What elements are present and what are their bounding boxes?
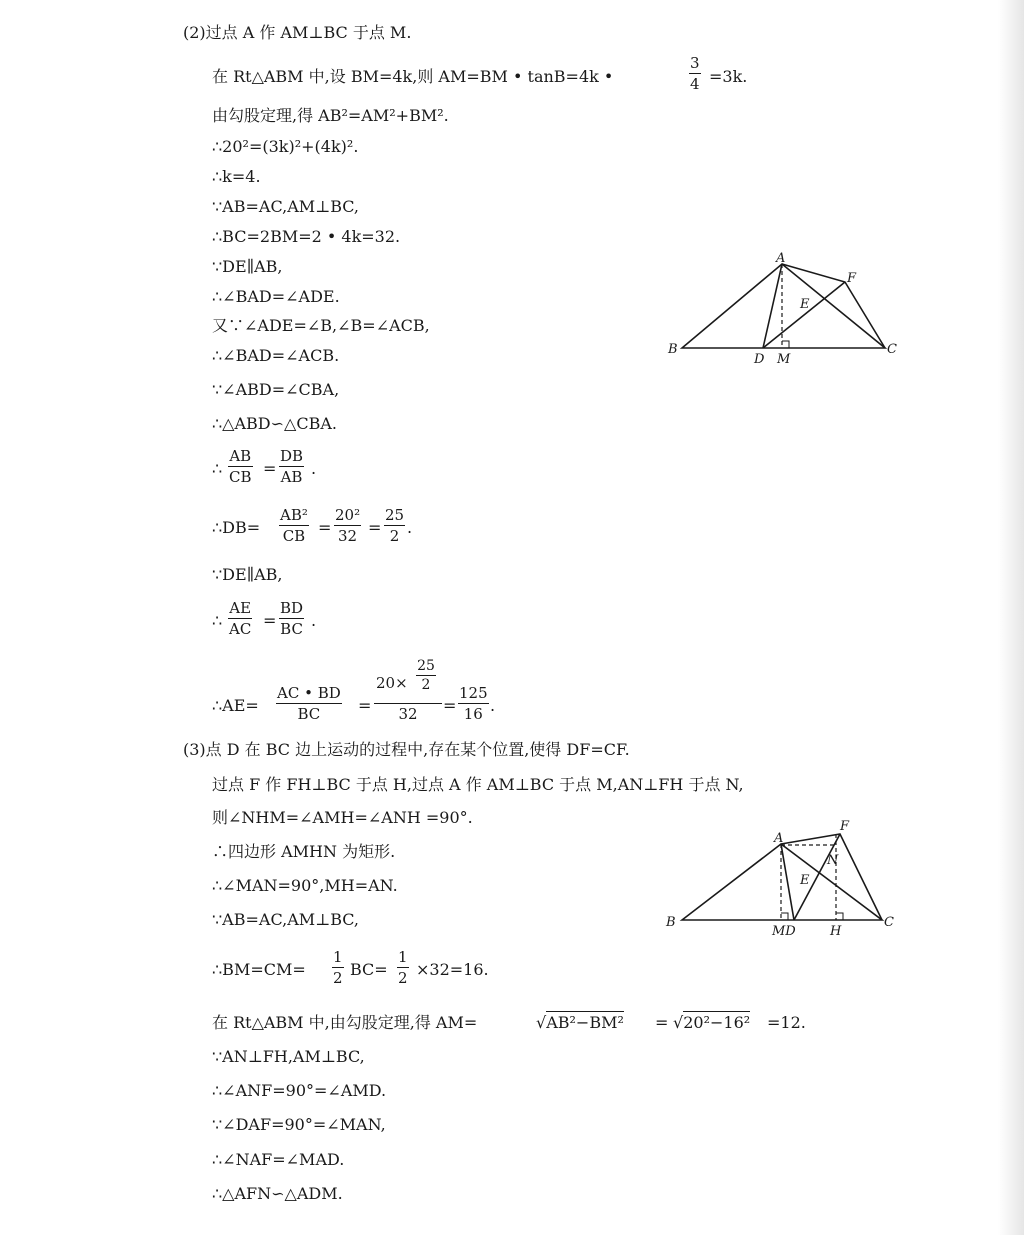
fraction-ac-bd-bc: AC • BD BC [277, 684, 341, 723]
part2-line-9: ∴∠BAD=∠ADE. [212, 287, 340, 306]
label-a: A [776, 252, 786, 266]
part2-line-10: 又∵∠ADE=∠B,∠B=∠ACB, [212, 316, 430, 335]
label-n: N [827, 853, 839, 868]
equals-sign: = [263, 459, 277, 478]
label-h: H [830, 924, 842, 938]
right-angle-mark [781, 913, 788, 920]
fraction-125-16: 125 16 [459, 684, 488, 723]
part2-line-7: ∴BC=2BM=2 • 4k=32. [212, 227, 401, 246]
part2-line-2b: =3k. [709, 67, 748, 86]
part2-line-15-prefix: ∴DB= [212, 518, 261, 537]
part2-line-16: ∵DE∥AB, [212, 565, 283, 584]
label-d: D [754, 352, 765, 367]
fraction-compound: 20× 25 2 32 [374, 656, 442, 723]
fraction-ab-cb: AB CB [229, 447, 252, 486]
part2-line-14-prefix: ∴ [212, 459, 223, 478]
part3-line-8a: 在 Rt△ABM 中,由勾股定理,得 AM= [212, 1013, 478, 1032]
geometry-figure-2 [660, 814, 910, 938]
sqrt-20sq-16sq: √20²−16² [673, 1013, 751, 1032]
part2-line-6: ∵AB=AC,AM⊥BC, [212, 197, 360, 216]
fraction-tan-b: 3 4 [690, 54, 700, 93]
label-a: A [774, 831, 784, 846]
part2-line-3: 由勾股定理,得 AB²=AM²+BM². [212, 106, 449, 125]
geometry-figure-1 [660, 252, 910, 372]
part3-line-7-end: ×32=16. [416, 960, 489, 979]
right-angle-mark [782, 341, 789, 348]
equals-sign: = [263, 611, 277, 630]
period: . [490, 696, 496, 715]
part2-line-17-prefix: ∴ [212, 611, 223, 630]
fraction-20sq-32: 20² 32 [335, 506, 361, 545]
part3-line-11: ∵∠DAF=90°=∠MAN, [212, 1115, 386, 1134]
equals-sign: = [368, 518, 382, 537]
fraction-bd-bc: BD BC [280, 599, 304, 638]
segment-ad [781, 844, 794, 920]
part3-line-12: ∴∠NAF=∠MAD. [212, 1150, 345, 1169]
part3-line-5: ∴∠MAN=90°,MH=AN. [212, 876, 398, 895]
segment-afc [781, 834, 882, 920]
equals-sign: = [318, 518, 332, 537]
part3-line-7-prefix: ∴BM=CM= [212, 960, 306, 979]
part3-line-1: (3)点 D 在 BC 边上运动的过程中,存在某个位置,使得 DF=CF. [183, 740, 630, 759]
sqrt-icon: √ [536, 1013, 547, 1032]
period: . [311, 459, 317, 478]
sqrt-ab2-bm2: √AB²−BM² [536, 1013, 624, 1032]
label-f: F [847, 271, 857, 286]
part2-line-4: ∴20²=(3k)²+(4k)². [212, 137, 359, 156]
label-md: MD [772, 924, 796, 938]
period: . [311, 611, 317, 630]
period: . [407, 518, 413, 537]
page-edge-shadow [998, 0, 1024, 1235]
right-angle-mark [836, 913, 843, 920]
part3-line-7-mid: BC= [350, 960, 388, 979]
triangle-abc [682, 844, 882, 920]
label-b: B [668, 342, 678, 357]
label-e: E [800, 297, 810, 312]
label-b: B [666, 915, 676, 930]
part2-line-1: (2)过点 A 作 AM⊥BC 于点 M. [183, 23, 412, 42]
equals-sign: = [358, 696, 372, 715]
part3-line-2: 过点 F 作 FH⊥BC 于点 H,过点 A 作 AM⊥BC 于点 M,AN⊥FH 于点 N, [212, 775, 744, 794]
label-c: C [884, 915, 894, 930]
part2-line-18-prefix: ∴AE= [212, 696, 259, 715]
part2-line-5: ∴k=4. [212, 167, 261, 186]
sqrt-icon: √ [673, 1013, 684, 1032]
part3-line-10: ∴∠ANF=90°=∠AMD. [212, 1081, 387, 1100]
label-c: C [887, 342, 897, 357]
part3-line-6: ∵AB=AC,AM⊥BC, [212, 910, 360, 929]
fraction-one-half: 1 2 [398, 948, 408, 987]
part2-line-2a: 在 Rt△ABM 中,设 BM=4k,则 AM=BM • tanB=4k • [212, 67, 614, 86]
fraction-ab2-cb: AB² CB [280, 506, 308, 545]
part2-line-11: ∴∠BAD=∠ACB. [212, 346, 340, 365]
equals-sign: = [443, 696, 457, 715]
label-e: E [800, 873, 810, 888]
label-f: F [840, 819, 850, 834]
label-m: M [777, 352, 791, 367]
fraction-db-ab: DB AB [280, 447, 304, 486]
part3-line-13: ∴△AFN∽△ADM. [212, 1184, 343, 1203]
part2-line-12: ∵∠ABD=∠CBA, [212, 380, 340, 399]
equals-sign: = [655, 1013, 669, 1032]
part3-line-9: ∵AN⊥FH,AM⊥BC, [212, 1047, 365, 1066]
fraction-25-2: 25 2 [385, 506, 405, 545]
part2-line-13: ∴△ABD∽△CBA. [212, 414, 337, 433]
fraction-one-half: 1 2 [333, 948, 343, 987]
part2-line-8: ∵DE∥AB, [212, 257, 283, 276]
fraction-ae-ac: AE AC [229, 599, 252, 638]
part3-line-3: 则∠NHM=∠AMH=∠ANH =90°. [212, 808, 473, 827]
part3-line-8-end: =12. [767, 1013, 806, 1032]
part3-line-4: ∴四边形 AMHN 为矩形. [212, 842, 396, 861]
